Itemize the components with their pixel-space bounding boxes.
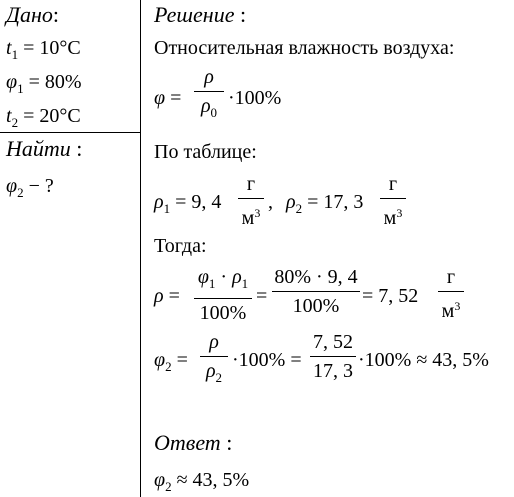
answer-header: Ответ : <box>154 430 233 455</box>
rho2-unit: г $м^3$ <box>380 172 406 230</box>
formula4-fraction2: 7, 52 17, 3 <box>310 330 356 383</box>
find-header: Найти : <box>6 136 83 161</box>
formula4-fraction1: ρ $\rho_2$ <box>200 330 228 390</box>
formula1-lhs: φ = <box>154 87 182 109</box>
formula4-lhs: $\varphi_2$ = <box>154 349 188 374</box>
given-header: Дано: <box>6 2 60 27</box>
given-find-divider <box>0 132 141 133</box>
answer-value: $\varphi_2 \approx 43$, 5% <box>154 469 250 494</box>
rho1-unit: г $м^3$ <box>238 172 264 230</box>
rho-separator-comma: , <box>268 191 273 213</box>
formula3-fraction2: 80% · 9, 4 100% <box>272 265 360 318</box>
formula1-rhs: ·100% <box>228 87 282 109</box>
given-phi1: $\varphi_1 = 80\%$ <box>6 71 82 96</box>
formula3-lhs: ρ = <box>154 285 180 307</box>
formula3-fraction1: $\varphi_1 \cdot \rho_1$ 100% <box>194 265 252 325</box>
formula1-fraction: ρ $\rho_0$ <box>194 65 224 125</box>
vertical-divider <box>140 0 141 497</box>
formula4-mid: ·100% = <box>232 349 302 371</box>
solution-header: Решение : <box>154 2 247 27</box>
given-t2: $t_2 = 20^\circ C$ <box>6 105 81 130</box>
given-t1: $t_1 = 10^\circ C$ <box>6 37 81 62</box>
rho2-value: $\rho_2 = 17$, 3 <box>286 191 364 216</box>
find-phi2: $\varphi_2$ − ? <box>6 175 54 200</box>
formula3-result: = 7, 52 <box>362 285 419 307</box>
solution-line-by-table: По таблице: <box>154 141 257 163</box>
formula3-unit: г $м^3$ <box>438 265 464 323</box>
solution-line-then: Тогда: <box>154 235 207 257</box>
rho1-value: $\rho_1 = 9$, 4 <box>154 191 222 216</box>
solution-line-relative-humidity: Относительная влажность воздуха: <box>154 37 455 59</box>
formula4-result: ·100% ≈ 43, 5% <box>358 349 489 371</box>
formula3-eq1: = <box>256 285 268 307</box>
